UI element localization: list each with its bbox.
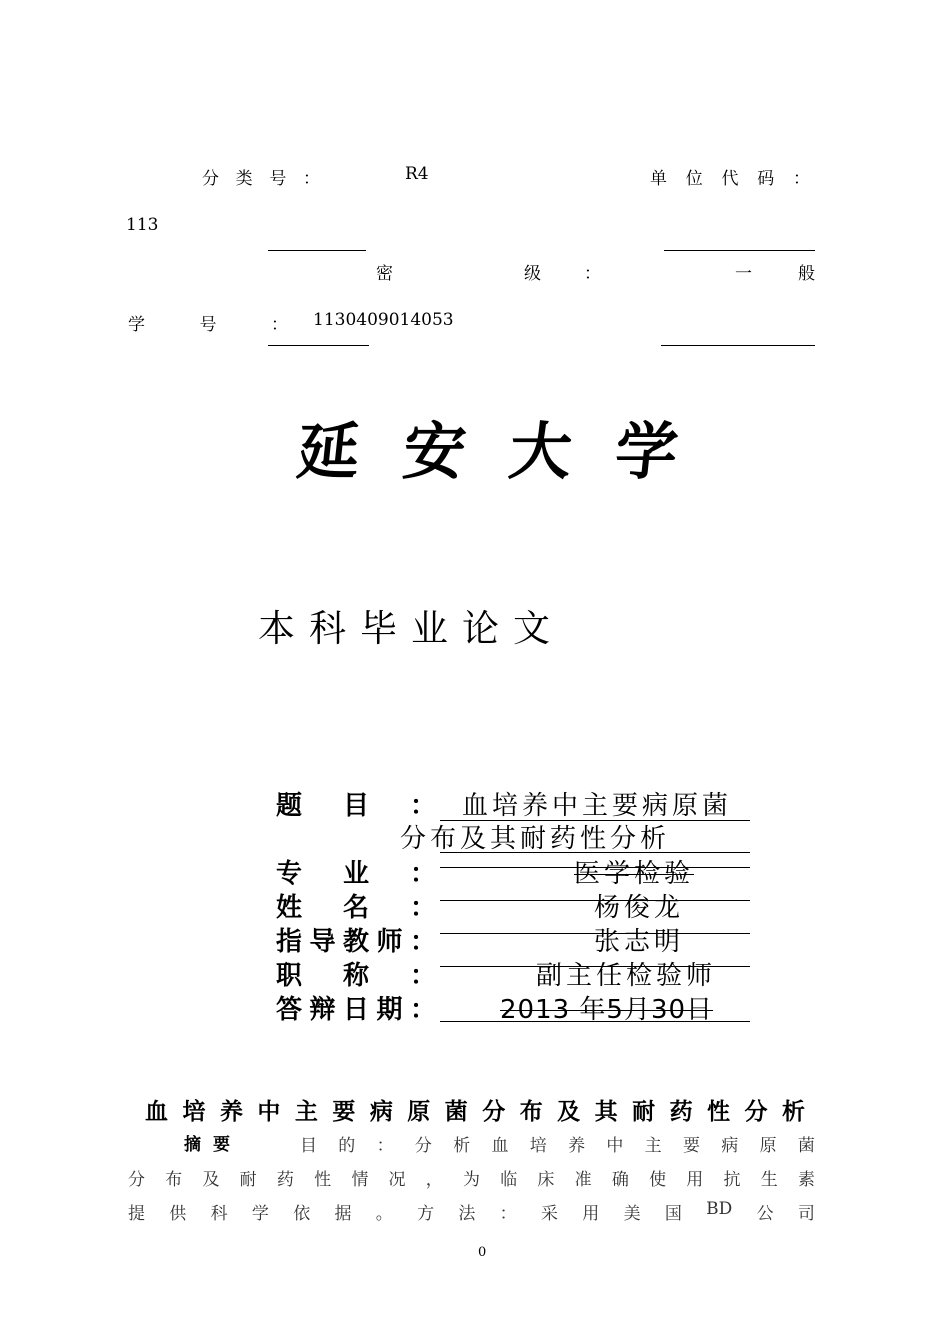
abstract-line2: 分 布 及 耐 药 性 情 况 ， 为 临 床 准 确 使 用 抗 生 素 <box>128 1170 815 1190</box>
title-line2: 分布及其耐药性分析 <box>400 824 671 854</box>
abstract-line3: 提 供 科 学 依 据 。 方 法 ： 采 用 美 国 BD 公 司 <box>128 1199 815 1224</box>
major-underline <box>440 867 750 868</box>
major-label: 专 业 ： <box>276 859 436 889</box>
classification-value: R4 <box>405 164 429 184</box>
classification-label: 分 类 号 ： <box>202 169 320 189</box>
secrecy-label-colon: ： <box>584 264 601 284</box>
abstract-line1: 目 的 ： 分 析 血 培 养 中 主 要 病 原 菌 <box>300 1136 815 1156</box>
advisor-underline <box>440 933 750 934</box>
unit-code-label: 单 位 代 码 ： <box>650 169 810 189</box>
rank-underline <box>440 966 750 967</box>
student-id-label: 学 号 ： <box>128 315 288 335</box>
defense-underline <box>440 1021 750 1022</box>
rank-value: 副主任检验师 <box>536 961 717 991</box>
abstract-label: 摘要 <box>184 1135 242 1155</box>
defense-date-value: 2013 年5月30日 <box>500 995 714 1025</box>
title-label: 题 目 ： <box>276 791 436 821</box>
university-logo: 延安大学 <box>293 415 726 488</box>
secrecy-label-char2: 级 <box>524 264 541 284</box>
secrecy-underline-right <box>661 345 815 346</box>
rank-label: 职 称 ： <box>276 961 436 991</box>
advisor-label: 指 导 教 师 ： <box>276 927 436 957</box>
name-underline <box>440 900 750 901</box>
page-number: 0 <box>478 1245 487 1260</box>
title-line1: 血培养中主要病原菌 <box>462 791 733 821</box>
advisor-value: 张志明 <box>594 927 685 957</box>
classification-underline <box>268 250 366 251</box>
major-value: 医学检验 <box>574 859 695 889</box>
unit-code-value: 113 <box>126 215 159 235</box>
student-id-value: 1130409014053 <box>313 310 454 330</box>
secrecy-value: 一 般 <box>735 264 815 284</box>
abstract-heading: 血 培 养 中 主 要 病 原 菌 分 布 及 其 耐 药 性 分 析 <box>145 1099 805 1125</box>
name-label: 姓 名 ： <box>276 893 436 923</box>
name-value: 杨俊龙 <box>594 893 685 923</box>
secrecy-label-char1: 密 <box>376 264 393 284</box>
secrecy-underline-left <box>268 345 369 346</box>
unit-code-underline <box>664 250 815 251</box>
defense-date-label: 答 辩 日 期 ： <box>276 995 436 1025</box>
thesis-type: 本科毕业论文 <box>258 607 564 650</box>
